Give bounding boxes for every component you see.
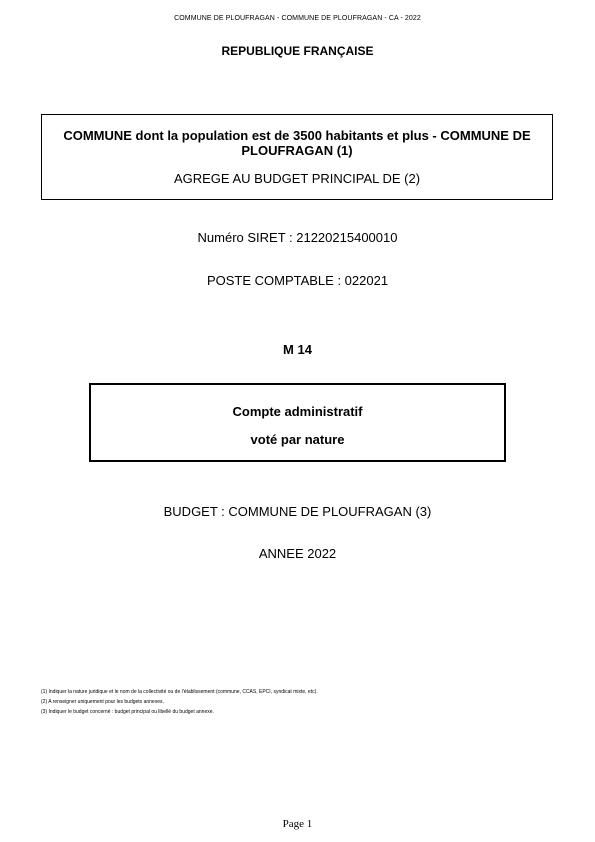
collectivity-title: COMMUNE dont la population est de 3500 habitants et plus - COMMUNE DE PLOUFRAGAN (1) xyxy=(63,128,531,158)
nomenclature-label: M 14 xyxy=(283,342,312,357)
document-type-box xyxy=(89,383,506,462)
document-type-line2: voté par nature xyxy=(250,432,345,447)
year-label: ANNEE 2022 xyxy=(258,546,337,561)
collectivity-subtitle: AGREGE AU BUDGET PRINCIPAL DE (2) xyxy=(173,171,421,186)
footnote-1: (1) Indiquer la nature juridique et le nom de la collectivité ou de l'établissement (commune, CCAS, EPCI, syndicat mixte, etc). xyxy=(41,689,318,695)
siret-number: Numéro SIRET : 21220215400010 xyxy=(197,230,398,245)
document-type-line1: Compte administratif xyxy=(232,404,363,419)
budget-label: BUDGET : COMMUNE DE PLOUFRAGAN (3) xyxy=(163,504,432,519)
running-header: COMMUNE DE PLOUFRAGAN - COMMUNE DE PLOUFRAGAN - CA - 2022 xyxy=(174,15,421,22)
footnote-2: (2) A renseigner uniquement pour les budgets annexes. xyxy=(41,699,164,705)
republique-heading: REPUBLIQUE FRANÇAISE xyxy=(221,44,374,58)
poste-comptable: POSTE COMPTABLE : 022021 xyxy=(206,273,389,288)
footnote-3: (3) Indiquer le budget concerné : budget principal ou libellé du budget annexe. xyxy=(41,709,214,715)
footnotes xyxy=(41,687,561,717)
page-number: Page 1 xyxy=(282,818,313,830)
collectivity-box xyxy=(41,114,553,200)
